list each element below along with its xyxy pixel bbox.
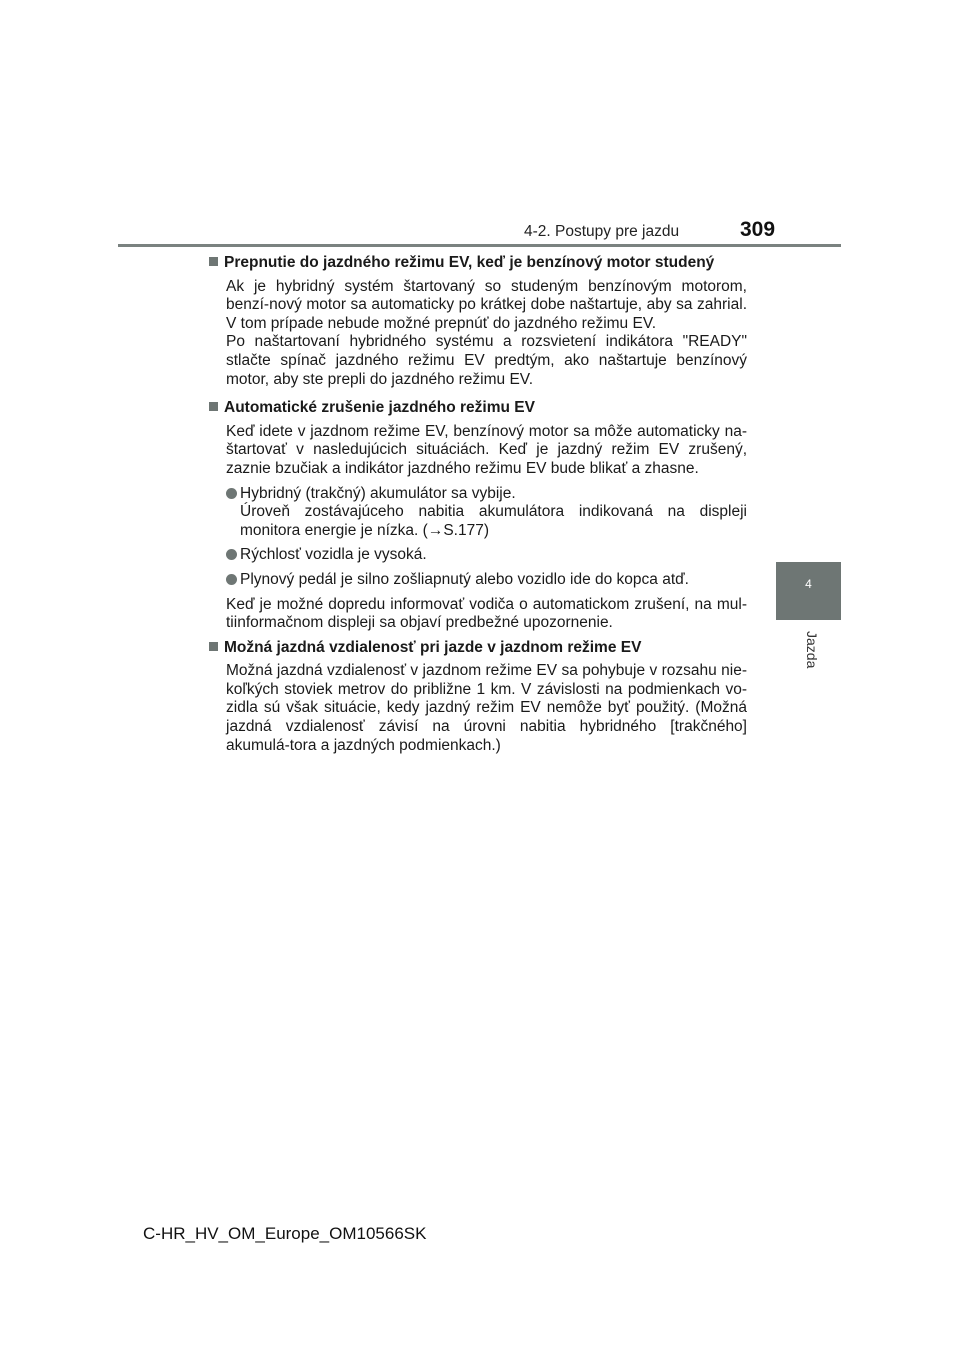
circle-bullet-icon bbox=[226, 574, 237, 585]
section-heading bbox=[209, 399, 747, 418]
list-item-text: Hybridný (trakčný) akumulátor sa vybije. bbox=[240, 484, 516, 502]
page-content bbox=[209, 254, 747, 761]
section-header: 4-2. Postupy pre jazdu bbox=[524, 223, 680, 240]
paragraph: Po naštartovaní hybridného systému a rozsvietení indikátora "READY" stlačte spínač jazdného režimu EV predtým, ako naštartuje benzínový motor, aby ste prepli do jazdného režimu EV. bbox=[226, 333, 747, 388]
square-bullet-icon bbox=[209, 257, 218, 266]
list-item bbox=[226, 485, 747, 541]
header-divider bbox=[118, 244, 841, 247]
paragraph: Možná jazdná vzdialenosť v jazdnom režime EV sa pohybuje v rozsahu nie-koľkých stoviek metrov do približne 1 km. V závislosti na podmienkach vo-zidla sú však situácie, kedy jazdný režim EV nemôže byť použitý. (Možná jazdná vzdialenosť závisí na úrovni nabitia hybridného [trakčného] akumulá-tora a jazdných podmienkach.) bbox=[226, 662, 747, 754]
chapter-number: 4 bbox=[805, 577, 812, 591]
list-item-text: Rýchlosť vozidla je vysoká. bbox=[240, 546, 427, 564]
list-item-text: Úroveň zostávajúceho nabitia akumulátora indikovaná na displeji monitora energie je nízka. (→S.177) bbox=[240, 503, 747, 539]
section-heading-text: Prepnutie do jazdného režimu EV, keď je benzínový motor studený bbox=[224, 254, 715, 271]
document-code: C-HR_HV_OM_Europe_OM10566SK bbox=[143, 1224, 427, 1243]
chapter-tab bbox=[776, 562, 841, 620]
chapter-label: Jazda bbox=[804, 631, 820, 669]
paragraph: Keď je možné dopredu informovať vodiča o automatickom zrušení, na mul-tiinformačnom displeji sa objaví predbežné upozornenie. bbox=[226, 595, 747, 632]
paragraph: Ak je hybridný systém štartovaný so studeným benzínovým motorom, benzí-nový motor sa automaticky po krátkej dobe naštartuje, aby sa zahrial. V tom prípade nebude možné prepnúť do jazdného režimu EV. bbox=[226, 277, 747, 332]
square-bullet-icon bbox=[209, 402, 218, 411]
paragraph: Keď idete v jazdnom režime EV, benzínový motor sa môže automaticky na-štartovať v nasledujúcich situáciách. Keď je jazdný režim EV zrušený, zaznie bzučiak a indikátor jazdného režimu EV bude blikať a zhasne. bbox=[226, 422, 747, 477]
section-heading bbox=[209, 639, 747, 658]
page-number: 309 bbox=[740, 218, 776, 241]
list-item-text: Plynový pedál je silno zošliapnutý alebo vozidlo ide do kopca atď. bbox=[240, 570, 689, 588]
circle-bullet-icon bbox=[226, 488, 237, 499]
section-heading-text: Automatické zrušenie jazdného režimu EV bbox=[224, 399, 535, 417]
list-item bbox=[226, 571, 747, 590]
square-bullet-icon bbox=[209, 642, 218, 651]
section-heading bbox=[209, 254, 747, 273]
section-heading-text: Možná jazdná vzdialenosť pri jazde v jazdnom režime EV bbox=[224, 638, 642, 656]
list-item bbox=[226, 546, 747, 565]
circle-bullet-icon bbox=[226, 549, 237, 560]
